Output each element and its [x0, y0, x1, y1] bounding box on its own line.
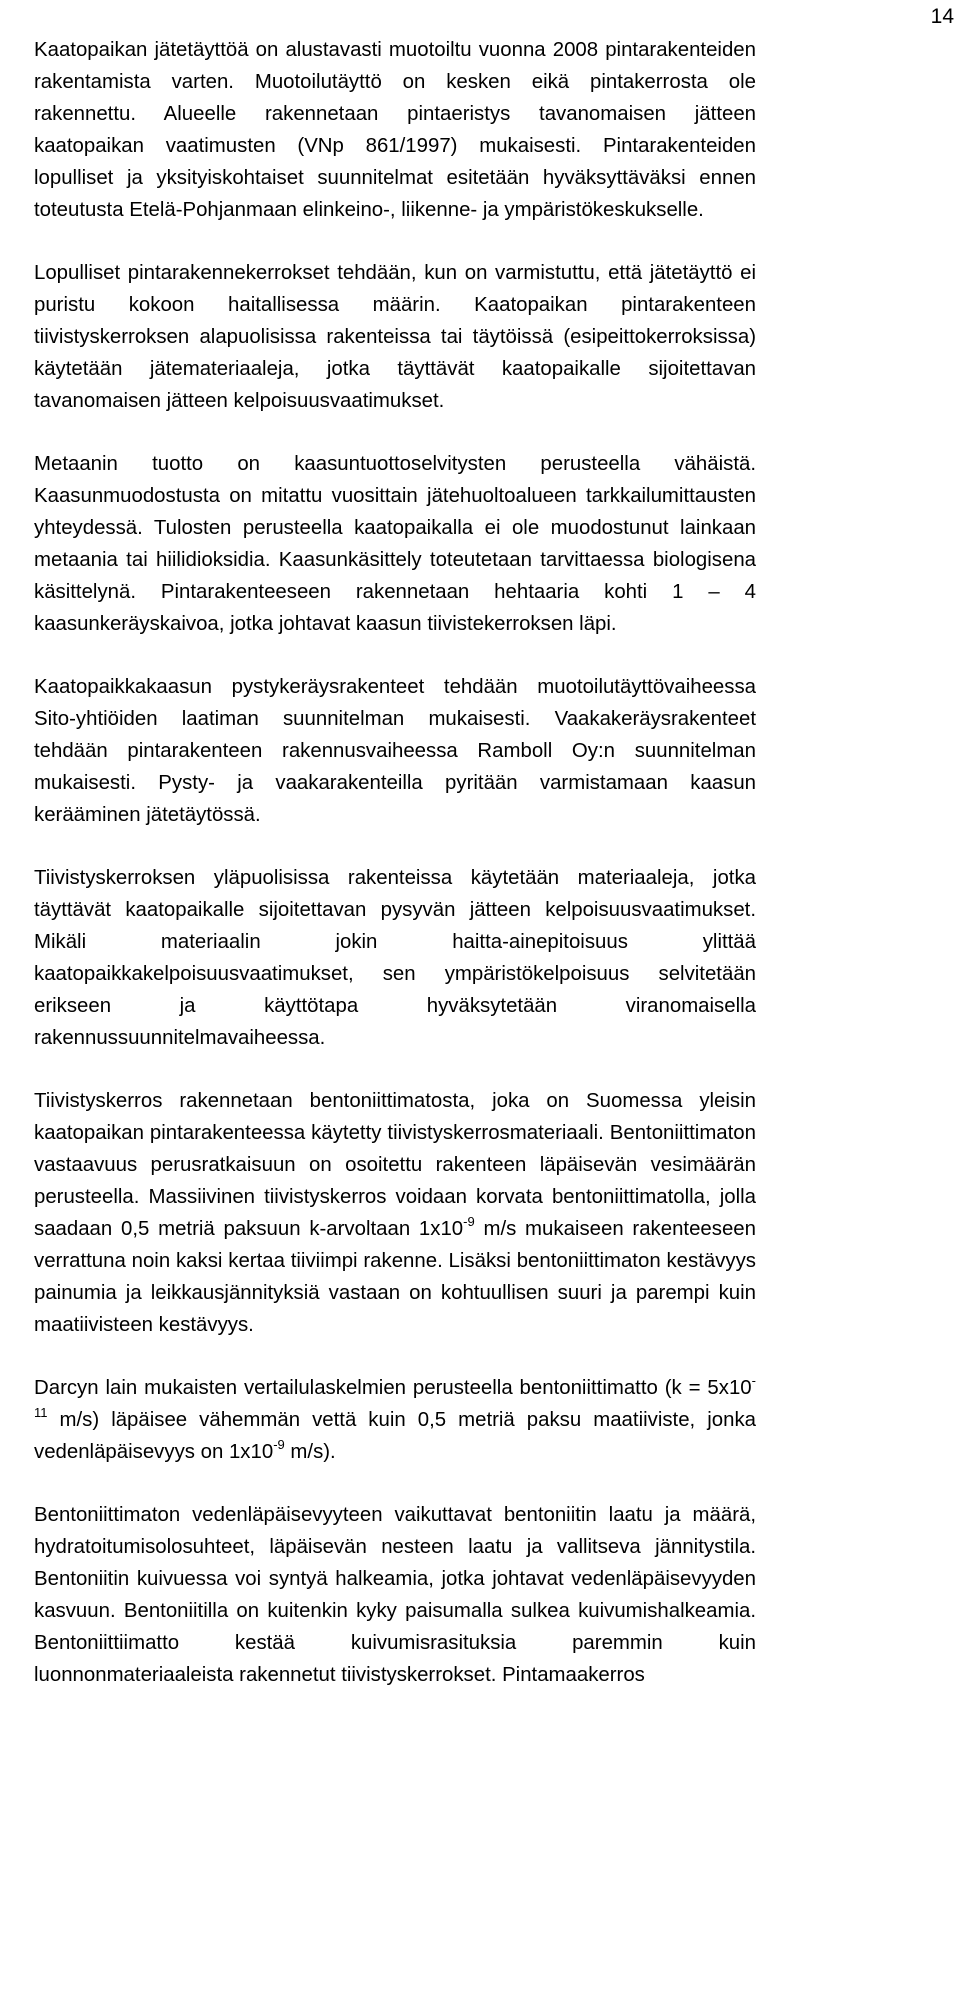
exponent: -9: [273, 1437, 285, 1452]
paragraph-text: m/s) läpäisee vähemmän vettä kuin 0,5 metriä paksu maatiiviste, jonka vedenläpäisevyys on 1x10: [34, 1409, 756, 1463]
paragraph-text: Darcyn lain mukaisten vertailulaskelmien perusteella bentoniittimatto (k = 5x10: [34, 1377, 752, 1399]
paragraph-text: Tiivistyskerros rakennetaan bentoniittimatosta, joka on Suomessa yleisin kaatopaikan pintarakenteessa käytetty tiivistyskerrosmateriaali. Bentoniittimaton vastaavuus perusratkaisuun on osoitettu rakenteen läpäisevän vesimäärän perusteella. Massiivinen tiivistyskerros voidaan korvata bentoniittimatolla, jolla saadaan 0,5 metriä paksuun k-arvoltaan 1x10: [34, 1090, 756, 1240]
paragraph-text: m/s mukaiseen rakenteeseen verrattuna noin kaksi kertaa tiiviimpi rakenne. Lisäksi bentoniittimaton kestävyys painumia ja leikkausjännityksiä vastaan on kohtuullisen suuri ja parempi kuin maatiivisteen kestävyys.: [34, 1218, 756, 1336]
paragraph-gas-collection: Kaatopaikkakaasun pystykeräysrakenteet tehdään muotoilutäyttövaiheessa Sito-yhtiöiden laatiman suunnitelman mukaisesti. Vaakakeräysrakenteet tehdään pintarakenteen rakennusvaiheessa Ramboll Oy:n suunnitelman mukaisesti. Pysty- ja vaakarakenteilla pyritään varmistamaan kaasun kerääminen jätetäytössä.: [34, 676, 756, 826]
paragraph-permeability-factors: Bentoniittimaton vedenläpäisevyyteen vaikuttavat bentoniitin laatu ja määrä, hydratoitumisolosuhteet, läpäisevän nesteen laatu ja vallitseva jännitystila. Bentoniitin kuivuessa voi syntyä halkeamia, jotka johtavat vedenläpäisevyyden kasvuun. Bentoniitilla on kuitenkin kyky paisumalla sulkea kuivumishalkeamia. Bentoniittiimatto kestää kuivumisrasituksia paremmin kuin luonnonmateriaaleista rakennetut tiivistyskerrokset. Pintamaakerros: [34, 1504, 756, 1686]
paragraph-upper-structures: Tiivistyskerroksen yläpuolisissa rakenteissa käytetään materiaaleja, jotka täyttävät kaatopaikalle sijoitettavan pysyvän jätteen kelpoisuusvaatimukset. Mikäli materiaalin jokin haitta-ainepitoisuus ylittää kaatopaikkakelpoisuusvaatimukset, sen ympäristökelpoisuus selvitetään erikseen ja käyttötapa hyväksytetään viranomaisella rakennussuunnitelmavaiheessa.: [34, 867, 756, 1049]
paragraph-text: m/s).: [284, 1441, 336, 1463]
document-body: [34, 34, 756, 1722]
paragraph-surface-layers: Lopulliset pintarakennekerrokset tehdään, kun on varmistuttu, että jätetäyttö ei puristu kokoon haitallisessa määrin. Kaatopaikan pintarakenteen tiivistyskerroksen alapuolisissa rakenteissa tai täytöissä (esipeittokerroksissa) käytetään jätemateriaaleja, jotka täyttävät kaatopaikalle sijoitettavan tavanomaisen jätteen kelpoisuusvaatimukset.: [34, 262, 756, 412]
page-number: 14: [930, 5, 954, 28]
exponent: -9: [463, 1214, 475, 1229]
paragraph-bentonite-mat: [34, 1085, 756, 1341]
paragraph-darcy-comparison: [34, 1372, 756, 1468]
exponent: -11: [34, 1373, 756, 1420]
paragraph-methane-production: Metaanin tuotto on kaasuntuottoselvitysten perusteella vähäistä. Kaasunmuodostusta on mitattu vuosittain jätehuoltoalueen tarkkailumittausten yhteydessä. Tulosten perusteella kaatopaikalla ei ole muodostunut lainkaan metaania tai hiilidioksidia. Kaasunkäsittely toteutetaan tarvittaessa biologisena käsittelynä. Pintarakenteeseen rakennetaan hehtaaria kohti 1 – 4 kaasunkeräyskaivoa, jotka johtavat kaasun tiivistekerroksen läpi.: [34, 453, 756, 635]
paragraph-landfill-shaping: Kaatopaikan jätetäyttöä on alustavasti muotoiltu vuonna 2008 pintarakenteiden rakentamista varten. Muotoilutäyttö on kesken eikä pintakerrosta ole rakennettu. Alueelle rakennetaan pintaeristys tavanomaisen jätteen kaatopaikan vaatimusten (VNp 861/1997) mukaisesti. Pintarakenteiden lopulliset ja yksityiskohtaiset suunnitelmat esitetään hyväksyttäväksi ennen toteutusta Etelä-Pohjanmaan elinkeino-, liikenne- ja ympäristökeskukselle.: [34, 39, 756, 221]
